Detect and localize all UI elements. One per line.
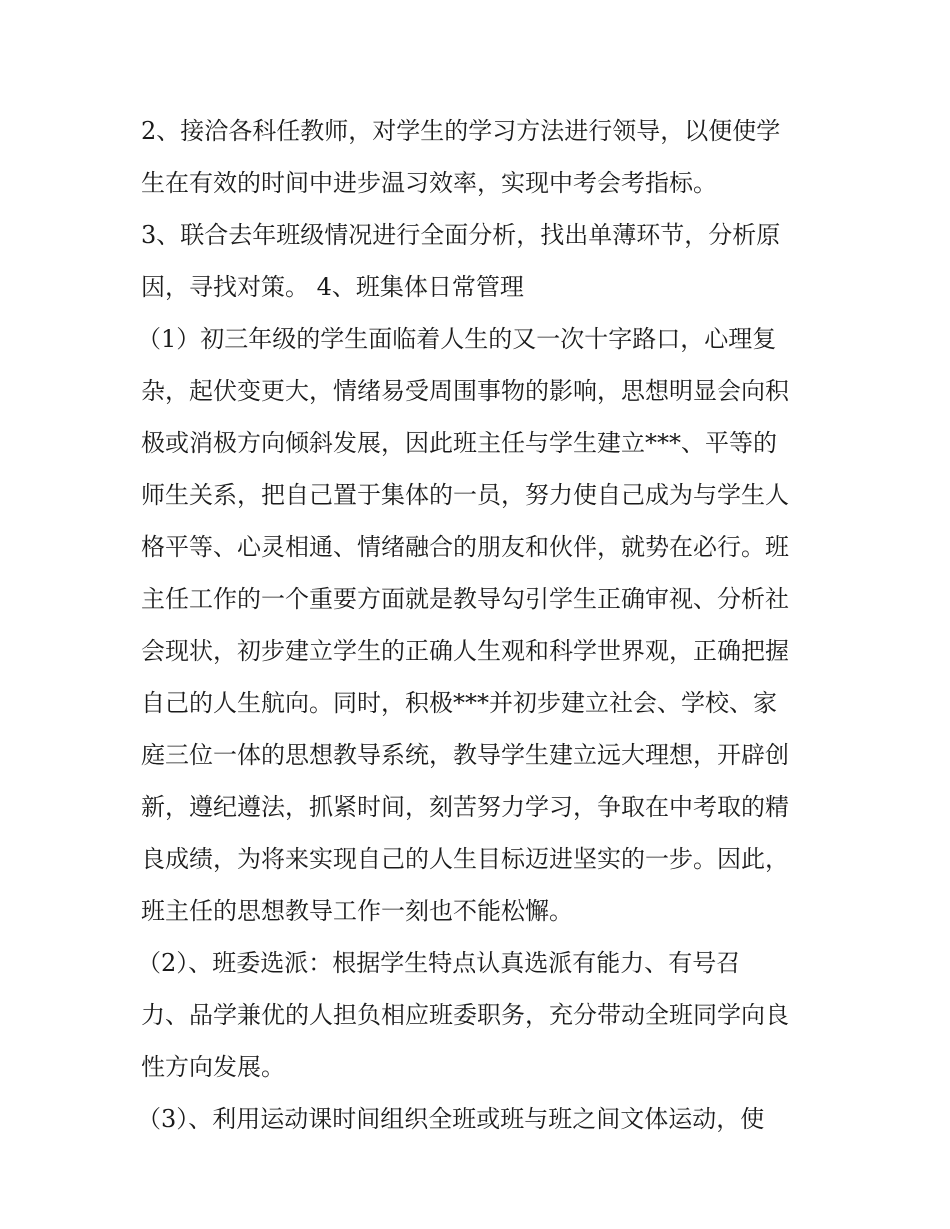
text-line: 班主任的思想教导工作一刻也不能松懈。 xyxy=(141,897,573,925)
text-line: （1）初三年级的学生面临着人生的又一次十字路口，心理复 xyxy=(137,325,777,353)
text-line: 极或消极方向倾斜发展，因此班主任与学生建立***、平等的 xyxy=(141,429,777,457)
text-line: 杂，起伏变更大，情绪易受周围事物的影响，思想明显会向积 xyxy=(141,377,789,405)
text-line: 2、接洽各科任教师，对学生的学习方法进行领导，以便使学 xyxy=(141,117,781,145)
text-line: 自己的人生航向。同时，积极***并初步建立社会、学校、家 xyxy=(141,689,777,717)
text-line: 力、品学兼优的人担负相应班委职务，充分带动全班同学向良 xyxy=(141,1001,789,1029)
text-line: 师生关系，把自己置于集体的一员，努力使自己成为与学生人 xyxy=(141,481,789,509)
text-line: 因，寻找对策。 4、班集体日常管理 xyxy=(141,273,524,301)
text-line: 良成绩，为将来实现自己的人生目标迈进坚实的一步。因此， xyxy=(141,845,789,873)
text-line: 庭三位一体的思想教导系统，教导学生建立远大理想，开辟创 xyxy=(141,741,789,769)
text-line: 主任工作的一个重要方面就是教导勾引学生正确审视、分析社 xyxy=(141,585,789,613)
text-line: 格平等、心灵相通、情绪融合的朋友和伙伴，就势在必行。班 xyxy=(141,533,789,561)
text-line: 性方向发展。 xyxy=(141,1053,285,1081)
text-line: 会现状，初步建立学生的正确人生观和科学世界观，正确把握 xyxy=(141,637,789,665)
text-line: （3）、利用运动课时间组织全班或班与班之间文体运动，使 xyxy=(137,1105,765,1133)
text-line: 生在有效的时间中进步温习效率，实现中考会考指标。 xyxy=(141,169,717,197)
text-line: 3、联合去年班级情况进行全面分析，找出单薄环节，分析原 xyxy=(141,221,781,249)
text-line: （2）、班委选派：根据学生特点认真选派有能力、有号召 xyxy=(137,949,741,977)
text-line: 新，遵纪遵法，抓紧时间，刻苦努力学习，争取在中考取的精 xyxy=(141,793,789,821)
document-body xyxy=(137,109,821,1149)
